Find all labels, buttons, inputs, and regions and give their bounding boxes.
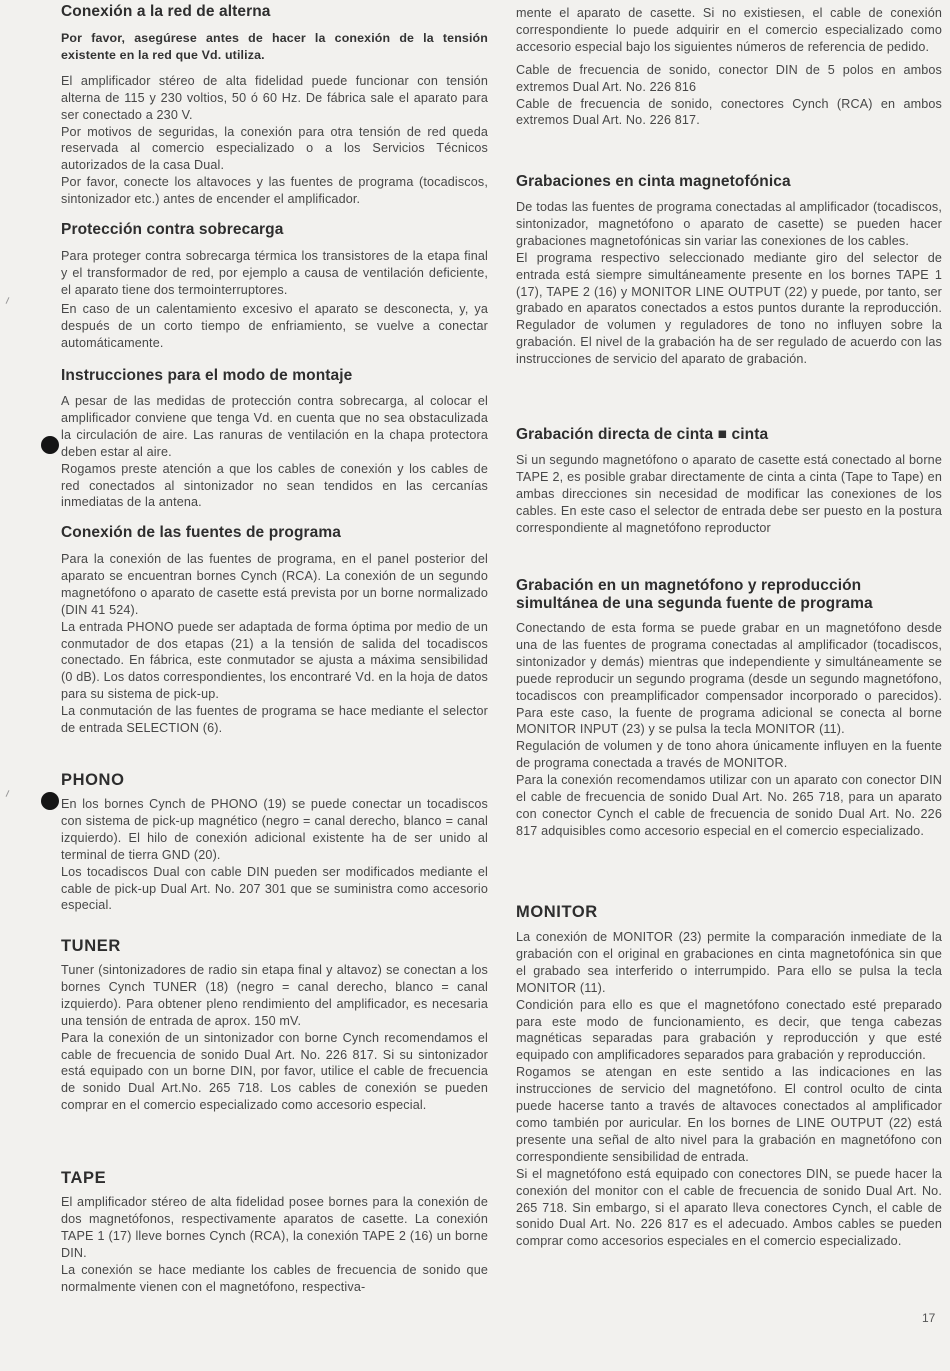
paragraph: Para la conexión recomendamos utilizar con un aparato con conector DIN el cable de frecuencia de sonido Dual Art. No. 265 718, para un aparato con conector Cynch el cable de frecuencia de sonido Dual Art. No. 226 817 adquisibles como accesorio especial en el comercio especializado. [516, 773, 942, 838]
paragraph: A pesar de las medidas de protección contra sobrecarga, al colocar el amplificador conviene que tenga Vd. en cuenta que no sea obstaculizada la circulación de aire. Las ranuras de ventilación en la chapa protectora deben estar al aire. [61, 394, 488, 459]
paragraph: Rogamos se atengan en este sentido a las indicaciones en las instrucciones de servicio del magnetófono. El control oculto de cinta puede hacerse tanto a través de altavoces conectados al amplificador como también por auricular. En los bornes de LINE OUTPUT (22) está presente una señal de alto nivel para la grabación en magnetófono con correspondiente sensibilidad de entrada. [516, 1065, 942, 1164]
section-grabacion-simultanea [516, 577, 942, 840]
paragraph: Rogamos preste atención a que los cables de conexión y los cables de red conectados al sintonizador no sean tendidos en las cercanías inmediatas de la antena. [61, 461, 488, 510]
section-continuation [516, 5, 942, 129]
section-montaje [61, 367, 488, 511]
section-title: Grabación en un magnetófono y reproducción simultánea de una segunda fuente de programa [516, 577, 873, 612]
section-sobrecarga [61, 221, 488, 351]
margin-mark [6, 790, 10, 797]
paragraph: La conexión se hace mediante los cables de frecuencia de sonido que normalmente vienen con el magnetófono, respectiva- [61, 1262, 488, 1294]
section-title: Instrucciones para el modo de montaje [61, 367, 353, 384]
section-title: PHONO [61, 771, 125, 789]
paragraph: El amplificador stéreo de alta fidelidad posee bornes para la conexión de dos magnetófonos, respectivamente aparatos de casette. La conexión TAPE 1 (17) lleve bornes Cynch (RCA), la conexión TAPE 2 (16) un borne DIN. [61, 1195, 488, 1260]
section-phono [61, 771, 488, 914]
punch-hole [41, 436, 59, 454]
paragraph: Si el magnetófono está equipado con conectores DIN, se puede hacer la conexión del monitor con el cable de frecuencia de sonido Dual Art. No. 265 718. Sin embargo, si el aparato lleva conectores Cynch, el cable de sonido Dual Art. No. 226 817 es el adecuado. Ambos cables se pueden comprar como accesorios especiales en el comercio especializado. [516, 1166, 942, 1249]
paragraph: La conexión de MONITOR (23) permite la comparación inmediate de la grabación con el original en grabaciones en cinta magnetofónica sin que el grabado sea interferido o interrumpido. Para ello se pulsa la tecla MONITOR (11). [516, 930, 942, 995]
paragraph: Para proteger contra sobrecarga térmica los transistores de la etapa final y el transformador de red, por ejemplo a causa de ventilación deficiente, el aparato tiene dos termointerruptores. [61, 249, 488, 297]
paragraph: mente el aparato de casette. Si no existiesen, el cable de conexión correspondiente lo puede adquirir en el comercio especializado como accesorio especial bajo los siguientes números de referencia de pedido. [516, 6, 942, 54]
paragraph: Por favor, conecte los altavoces y las fuentes de programa (tocadiscos, sintonizador etc.) antes de encender el amplificador. [61, 175, 488, 207]
page-number: 17 [922, 1311, 936, 1325]
section-title: TUNER [61, 937, 121, 955]
paragraph: Regulación de volumen y de tono ahora únicamente influyen en la fuente de programa conectada a través de MONITOR. [516, 739, 942, 771]
section-title: Grabaciones en cinta magnetofónica [516, 173, 791, 190]
section-fuentes-programa [61, 524, 488, 737]
section-title: Protección contra sobrecarga [61, 221, 284, 238]
section-title: Conexión a la red de alterna [61, 3, 271, 20]
paragraph: El programa respectivo seleccionado mediante giro del selector de entrada está siempre simultáneamente presente en los bornes TAPE 1 (17), TAPE 2 (16) y MONITOR LINE OUTPUT (22) y puede, por tanto, ser grabado en aparatos conectados a estos puntos durante la reproducción. Regulador de volumen y reguladores de tono no influyen sobre la grabación. El nivel de la grabación ha de ser regulado de acuerdo con las instrucciones de servicio del aparato de grabación. [516, 250, 942, 367]
paragraph: Por motivos de seguridas, la conexión para otra tensión de red queda reservada al comercio especializado o a los Servicios Técnicos autorizados de la casa Dual. [61, 124, 488, 173]
margin-mark [6, 297, 10, 304]
section-title: MONITOR [516, 903, 598, 921]
section-title: Conexión de las fuentes de programa [61, 524, 341, 541]
paragraph: La entrada PHONO puede ser adaptada de forma óptima por medio de un conmutador de dos etapas (21) a la tensión de salida del tocadiscos conectado. En fábrica, este conmutador se ajusta a máxima sensibilidad (0 dB). Los datos correspondientes, los encontraré Vd. en la hoja de datos para su sistema de pick-up. [61, 619, 488, 702]
paragraph: De todas las fuentes de programa conectadas al amplificador (tocadiscos, sintonizador, magnetófono o aparato de casette) se pueden hacer grabaciones magnetofónicas sin variar las conexiones de los cables. [516, 200, 942, 248]
paragraph: El amplificador stéreo de alta fidelidad puede funcionar con tensión alterna de 115 y 230 voltios, 50 ó 60 Hz. De fábrica sale el aparato para ser conectado a 230 V. [61, 73, 488, 122]
paragraph: Para la conexión de un sintonizador con borne Cynch recomendamos el cable de frecuencia de sonido Dual Art. No. 226 817. Si su sintonizador está equipado con un borne DIN, por favor, utilice el cable de frecuencia de sonido Dual Art.No. 265 718. Los cables de conexión se pueden comprar en el comercio especializado como accesorio especial. [61, 1030, 488, 1113]
paragraph: Cable de frecuencia de sonido, conectores Cynch (RCA) en ambos extremos Dual Art. No. 226 817. [516, 96, 942, 128]
section-grabaciones-cinta [516, 173, 942, 368]
punch-hole [41, 792, 59, 810]
paragraph: Condición para ello es que el magnetófono conectado esté preparado para este modo de funcionamiento, es decir, que tenga cabezas magnéticas separadas para grabación y reproducción y que esté equipado con amplificadores separados para grabación y reproducción. [516, 997, 942, 1063]
paragraph: La conmutación de las fuentes de programa se hace mediante el selector de entrada SELECTION (6). [61, 704, 488, 736]
paragraph: Los tocadiscos Dual con cable DIN pueden ser modificados mediante el cable de pick-up Dual Art. No. 207 301 que se suministra como accesorio especial. [61, 864, 488, 913]
section-red-alterna [61, 3, 488, 208]
paragraph: Conectando de esta forma se puede grabar en un magnetófono desde una de las fuentes de programa conectadas al amplificador (tocadiscos, sintonizador y demás) mientras que independiente y simultáneamente se puede reproducir un segundo programa (desde un segundo magnetófono, tocadiscos con preamplificador compensador incorporado o parecidos). Para este caso, la fuente de programa adicional se conecta al borne MONITOR INPUT (23) y se pulsa la tecla MONITOR (11). [516, 621, 942, 737]
paragraph: Si un segundo magnetófono o aparato de casette está conectado al borne TAPE 2, es posible grabar directamente de cinta a cinta (Tape to Tape) en ambas direcciones sin necesidad de modificar las conexiones de los cables. En este caso el selector de entrada debe ser puesto en la postura correspondiente al magnetófono reproductor [516, 453, 942, 535]
section-tuner [61, 937, 488, 1114]
paragraph: Tuner (sintonizadores de radio sin etapa final y altavoz) se conectan a los bornes Cynch TUNER (18) (negro = canal derecho, blanco = canal izquierdo). Para obtener pleno rendimiento del amplificador, es necesaria una tensión de entrada de aprox. 150 mV. [61, 963, 488, 1028]
section-cinta-cinta [516, 426, 942, 537]
paragraph: Cable de frecuencia de sonido, conector DIN de 5 polos en ambos extremos Dual Art. No. 226 816 [516, 62, 942, 94]
section-monitor [516, 903, 942, 1250]
section-tape [61, 1169, 488, 1295]
section-title: Grabación directa de cinta ■ cinta [516, 426, 769, 443]
section-lead: Por favor, asegúrese antes de hacer la conexión de la tensión existente en la red que Vd. utiliza. [61, 31, 488, 62]
paragraph: En los bornes Cynch de PHONO (19) se puede conectar un tocadiscos con sistema de pick-up magnético (negro = canal derecho, blanco = canal izquierdo). El hilo de conexión adicional existente ha de ser unido al terminal de tierra GND (20). [61, 797, 488, 862]
paragraph: Para la conexión de las fuentes de programa, en el panel posterior del aparato se encuentran bornes Cynch (RCA). La conexión de un segundo magnetófono o aparato de casette está prevista por un borne normalizado (DIN 41 524). [61, 552, 488, 617]
section-title: TAPE [61, 1169, 107, 1187]
paragraph: En caso de un calentamiento excesivo el aparato se desconecta, y, ya después de un corto tiempo de enfriamiento, se vuelve a conectar automáticamente. [61, 301, 488, 350]
